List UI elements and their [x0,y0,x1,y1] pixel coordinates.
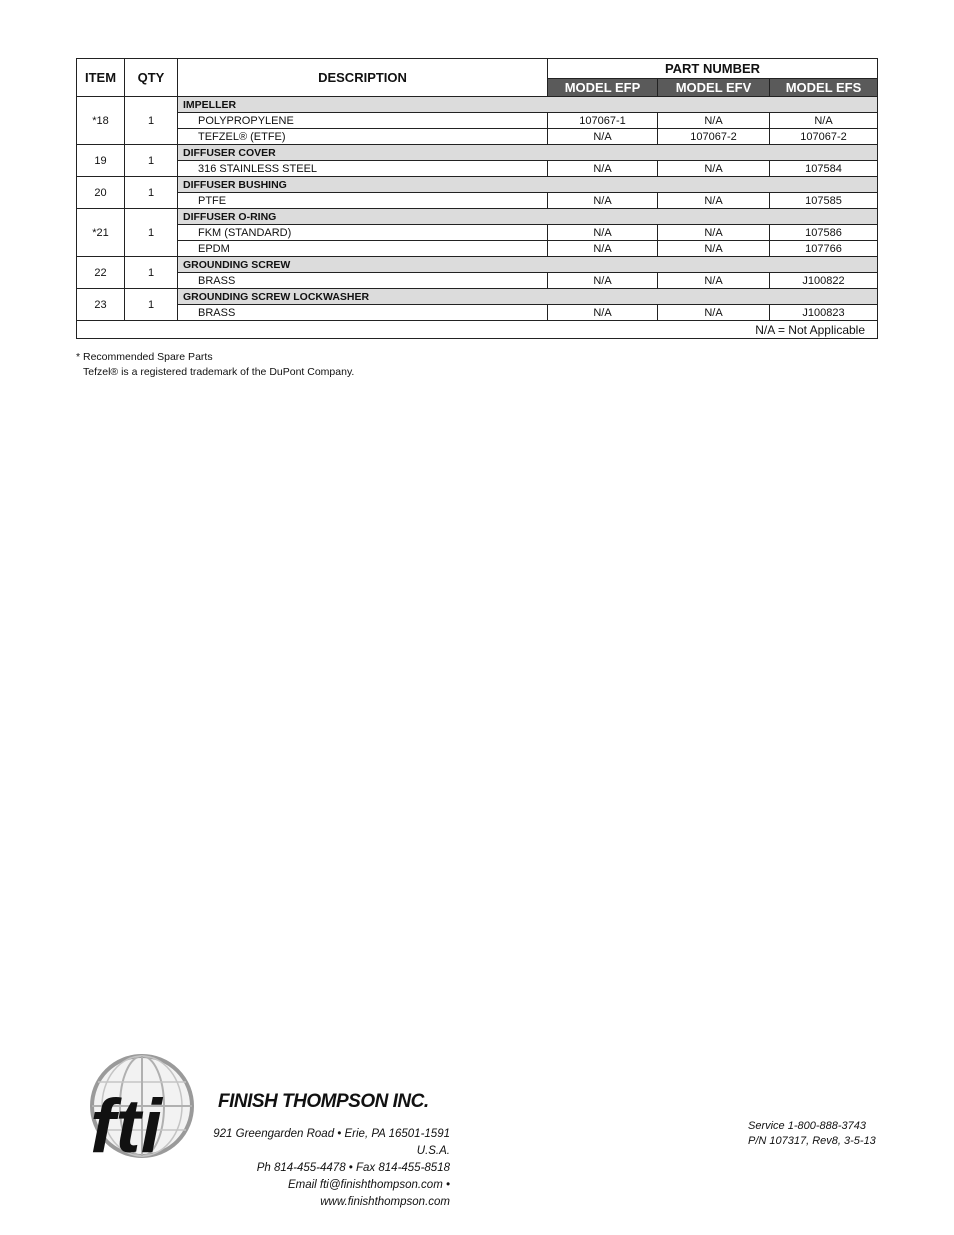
item-qty: 1 [125,97,178,145]
material-row [77,305,878,321]
material-label: POLYPROPYLENE [178,113,548,129]
item-qty: 1 [125,289,178,321]
part-number-efs: 107586 [770,225,878,241]
part-number-efv: N/A [658,193,770,209]
company-phone-fax: Ph 814-455-4478 • Fax 814-455-8518 [256,1162,450,1174]
material-label: FKM (STANDARD) [178,225,548,241]
trademark-note: Tefzel® is a registered trademark of the DuPont Company. [83,366,355,378]
item-qty: 1 [125,257,178,289]
material-label: PTFE [178,193,548,209]
part-number-efp: N/A [548,225,658,241]
category-row [77,289,878,305]
category-row [77,145,878,161]
item-number: 22 [77,257,125,289]
category-label: GROUNDING SCREW LOCKWASHER [178,289,548,305]
header-model-efv: MODEL EFV [658,79,770,97]
material-row [77,129,878,145]
category-row [77,97,878,113]
part-number-efv: N/A [658,161,770,177]
category-fill [548,257,878,273]
header-qty: QTY [125,59,178,97]
part-number-efp: N/A [548,129,658,145]
material-label: BRASS [178,273,548,289]
category-label: GROUNDING SCREW [178,257,548,273]
header-description: DESCRIPTION [178,59,548,97]
part-number-efs: 107067-2 [770,129,878,145]
category-label: IMPELLER [178,97,548,113]
material-label: 316 STAINLESS STEEL [178,161,548,177]
material-row [77,241,878,257]
item-number: 23 [77,289,125,321]
company-address: 921 Greengarden Road • Erie, PA 16501-1591 U.S.A. [213,1128,450,1157]
category-row [77,177,878,193]
category-fill [548,289,878,305]
item-qty: 1 [125,145,178,177]
part-number-efs: J100822 [770,273,878,289]
parts-table-body [77,97,878,321]
item-qty: 1 [125,209,178,257]
company-name: FINISH THOMPSON INC. [218,1091,429,1112]
material-row [77,113,878,129]
category-label: DIFFUSER BUSHING [178,177,548,193]
part-number-revision: P/N 107317, Rev8, 3-5-13 [748,1135,876,1147]
part-number-efv: N/A [658,113,770,129]
part-number-efp: 107067-1 [548,113,658,129]
category-fill [548,177,878,193]
material-label: BRASS [178,305,548,321]
material-row [77,193,878,209]
material-label: EPDM [178,241,548,257]
service-phone: Service 1-800-888-3743 [748,1120,867,1132]
service-info [748,1119,876,1149]
header-item: ITEM [77,59,125,97]
part-number-efv: 107067-2 [658,129,770,145]
part-number-efp: N/A [548,193,658,209]
material-row [77,273,878,289]
company-email-web: Email fti@finishthompson.com • www.finishthompson.com [287,1179,450,1208]
category-label: DIFFUSER O-RING [178,209,548,225]
header-model-efs: MODEL EFS [770,79,878,97]
material-label: TEFZEL® (ETFE) [178,129,548,145]
logo-wordmark: fti [90,1084,162,1169]
item-qty: 1 [125,177,178,209]
category-label: DIFFUSER COVER [178,145,548,161]
item-number: *21 [77,209,125,257]
part-number-efs: 107585 [770,193,878,209]
company-contact [180,1126,450,1211]
item-number: 19 [77,145,125,177]
part-number-efs: 107584 [770,161,878,177]
footnotes [76,350,354,380]
material-row [77,161,878,177]
category-fill [548,209,878,225]
part-number-efv: N/A [658,225,770,241]
part-number-efs: N/A [770,113,878,129]
fti-globe-logo [60,1050,200,1175]
part-number-efv: N/A [658,241,770,257]
spare-parts-note: * Recommended Spare Parts [76,351,213,363]
parts-table [76,58,878,339]
part-number-efs: J100823 [770,305,878,321]
part-number-efs: 107766 [770,241,878,257]
category-fill [548,97,878,113]
header-model-efp: MODEL EFP [548,79,658,97]
part-number-efp: N/A [548,305,658,321]
category-fill [548,145,878,161]
item-number: *18 [77,97,125,145]
part-number-efv: N/A [658,273,770,289]
part-number-efv: N/A [658,305,770,321]
material-row [77,225,878,241]
part-number-efp: N/A [548,241,658,257]
part-number-efp: N/A [548,161,658,177]
part-number-efp: N/A [548,273,658,289]
item-number: 20 [77,177,125,209]
na-note: N/A = Not Applicable [77,321,878,339]
header-part-number: PART NUMBER [548,59,878,79]
category-row [77,257,878,273]
category-row [77,209,878,225]
